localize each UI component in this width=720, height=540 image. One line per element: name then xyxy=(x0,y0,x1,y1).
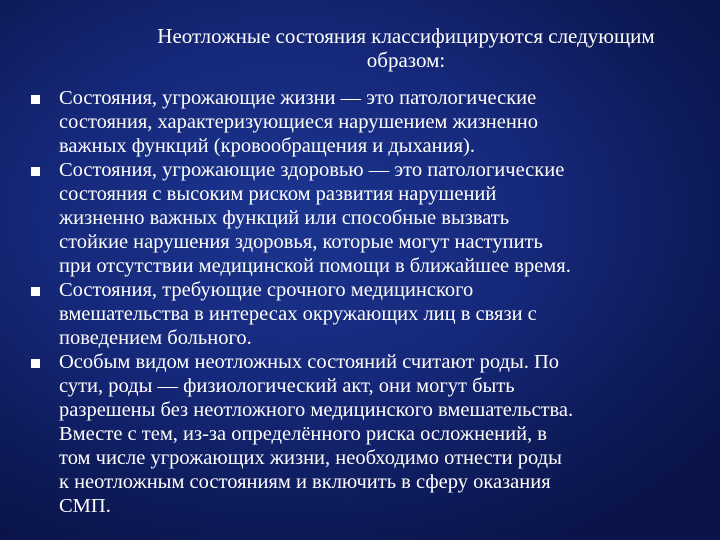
bullet-line: Состояния, угрожающие жизни — это патологические xyxy=(59,87,537,109)
bullet-line: вмешательства в интересах окружающих лиц в связи с xyxy=(59,303,537,325)
bullet-item xyxy=(31,86,711,158)
bullet-line: поведением больного. xyxy=(59,327,252,349)
slide-title xyxy=(58,24,720,72)
bullet-line: Вместе с тем, из-за определённого риска осложнений, в xyxy=(59,423,547,445)
bullet-line: важных функций (кровообращения и дыхания). xyxy=(59,135,475,157)
square-bullet-icon xyxy=(31,167,40,176)
bullet-list xyxy=(31,86,711,518)
bullet-line: сути, роды — физиологический акт, они могут быть xyxy=(59,375,515,397)
square-bullet-icon xyxy=(31,287,40,296)
bullet-item xyxy=(31,278,711,350)
bullet-line: при отсутствии медицинской помощи в ближайшее время. xyxy=(59,255,571,277)
title-line: Неотложные состояния классифицируются следующим xyxy=(157,24,655,48)
bullet-line: жизненно важных функций или способные вызвать xyxy=(59,207,510,229)
bullet-line: состояния, характеризующиеся нарушением жизненно xyxy=(59,111,539,133)
title-line: образом: xyxy=(366,48,446,72)
bullet-item xyxy=(31,158,711,278)
bullet-line: состояния с высоким риском развития нарушений xyxy=(59,183,497,205)
bullet-item xyxy=(31,350,711,518)
bullet-line: Состояния, требующие срочного медицинского xyxy=(59,279,474,301)
bullet-line: Состояния, угрожающие здоровью — это патологические xyxy=(59,159,565,181)
bullet-line: к неотложным состояниям и включить в сферу оказания xyxy=(59,471,551,493)
square-bullet-icon xyxy=(31,359,40,368)
bullet-line: том числе угрожающих жизни, необходимо отнести роды xyxy=(59,447,562,469)
square-bullet-icon xyxy=(31,95,40,104)
bullet-line: СМП. xyxy=(59,495,111,517)
bullet-line: Особым видом неотложных состояний считают роды. По xyxy=(59,351,560,373)
bullet-line: разрешены без неотложного медицинского вмешательства. xyxy=(59,399,574,421)
bullet-line: стойкие нарушения здоровья, которые могут наступить xyxy=(59,231,543,253)
